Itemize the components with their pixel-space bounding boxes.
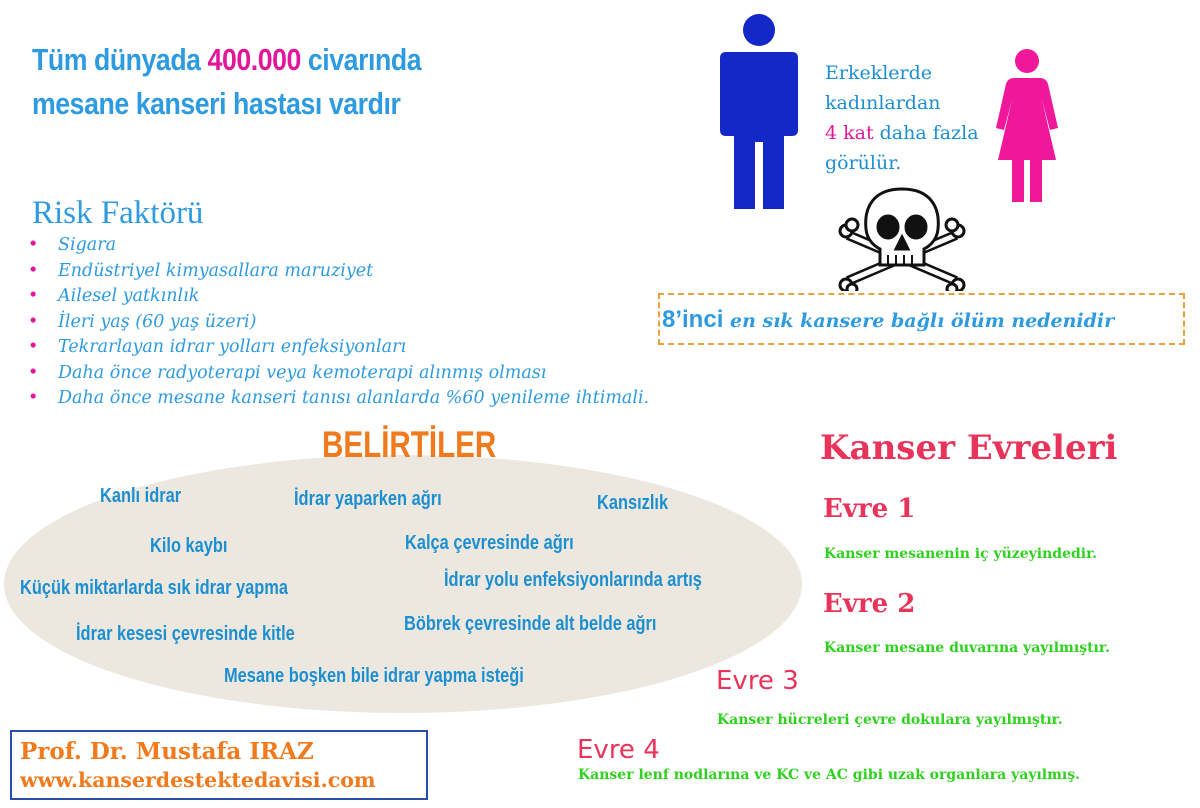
stage-label: Evre 1 [823, 494, 916, 524]
skull-crossbones-icon [836, 185, 968, 291]
stage-label: Evre 3 [716, 666, 799, 696]
author-website[interactable]: www.kanserdestektedavisi.com [20, 768, 376, 792]
stage-description: Kanser mesanenin iç yüzeyindedir. [824, 546, 1098, 562]
female-figure-icon [994, 48, 1060, 204]
symptom-item: İdrar kesesi çevresinde kitle [76, 623, 295, 645]
headline-line-2: mesane kanseri hastası vardır [32, 86, 401, 121]
stage-label: Evre 2 [823, 589, 916, 619]
stage-description: Kanser hücreleri çevre dokulara yayılmıştır. [717, 712, 1063, 728]
death-cause-label: en sık kansere bağlı ölüm nedenidir [723, 310, 1115, 332]
stat-line: görülür. [825, 152, 902, 174]
stage-description: Kanser lenf nodlarına ve KC ve AC gibi uzak organlara yayılmış. [578, 767, 1080, 783]
headline-text: civarında [300, 42, 422, 77]
stage-description: Kanser mesane duvarına yayılmıştır. [824, 640, 1110, 656]
stat-line: Erkeklerde [825, 62, 933, 84]
bullet-icon: • [28, 362, 39, 383]
symptom-item: Kanlı idrar [100, 485, 182, 507]
symptom-item: Kalça çevresinde ağrı [405, 532, 574, 554]
bullet-icon: • [28, 260, 39, 281]
symptom-item: Mesane boşken bile idrar yapma isteği [224, 665, 524, 687]
male-figure-icon [714, 12, 804, 212]
risk-item-text: İleri yaş (60 yaş üzeri) [58, 311, 257, 332]
risk-title: Risk Faktörü [32, 195, 204, 231]
risk-item [28, 259, 649, 285]
death-rank: 8’inci [662, 306, 724, 333]
symptom-item: İdrar yolu enfeksiyonlarında artış [444, 569, 702, 591]
risk-item-text: Daha önce mesane kanseri tanısı alanlarda %60 yenileme ihtimali. [58, 388, 650, 408]
risk-item-text: Endüstriyel kimyasallara maruziyet [58, 260, 374, 281]
risk-item-text: Sigara [58, 235, 117, 255]
symptom-item: Kilo kaybı [150, 535, 228, 557]
symptom-item: İdrar yaparken ağrı [294, 488, 442, 510]
stat-line [825, 118, 995, 148]
author-name: Prof. Dr. Mustafa IRAZ [20, 738, 314, 765]
bullet-icon: • [28, 311, 39, 332]
stat-multiplier: 4 kat [825, 122, 874, 144]
risk-item [28, 233, 649, 259]
risk-item [28, 310, 649, 336]
symptom-item: Böbrek çevresinde alt belde ağrı [404, 613, 657, 635]
headline-line-1 [32, 38, 421, 82]
bullet-icon: • [28, 235, 39, 255]
risk-item-text: Tekrarlayan idrar yolları enfeksiyonları [58, 337, 407, 357]
bullet-icon: • [28, 337, 39, 357]
risk-item [28, 386, 649, 412]
stat-line: kadınlardan [825, 92, 941, 114]
stat-text: daha fazla [873, 122, 979, 144]
risk-item [28, 335, 649, 361]
stages-title: Kanser Evreleri [820, 428, 1118, 468]
headline [32, 38, 421, 126]
risk-item-text: Daha önce radyoterapi veya kemoterapi alınmış olması [58, 362, 547, 383]
death-cause-text [662, 306, 1114, 334]
risk-item [28, 284, 649, 310]
symptom-item: Kansızlık [597, 492, 669, 514]
bullet-icon: • [28, 286, 39, 306]
patient-count: 400.000 [207, 42, 301, 77]
headline-text: Tüm dünyada [32, 42, 208, 77]
risk-item-text: Ailesel yatkınlık [58, 286, 200, 306]
risk-item [28, 361, 649, 387]
symptoms-title: BELİRTİLER [322, 424, 497, 465]
gender-stat [825, 58, 995, 178]
bullet-icon: • [28, 388, 39, 408]
risk-list [28, 233, 649, 412]
stage-label: Evre 4 [577, 735, 660, 765]
symptom-item: Küçük miktarlarda sık idrar yapma [20, 577, 288, 599]
